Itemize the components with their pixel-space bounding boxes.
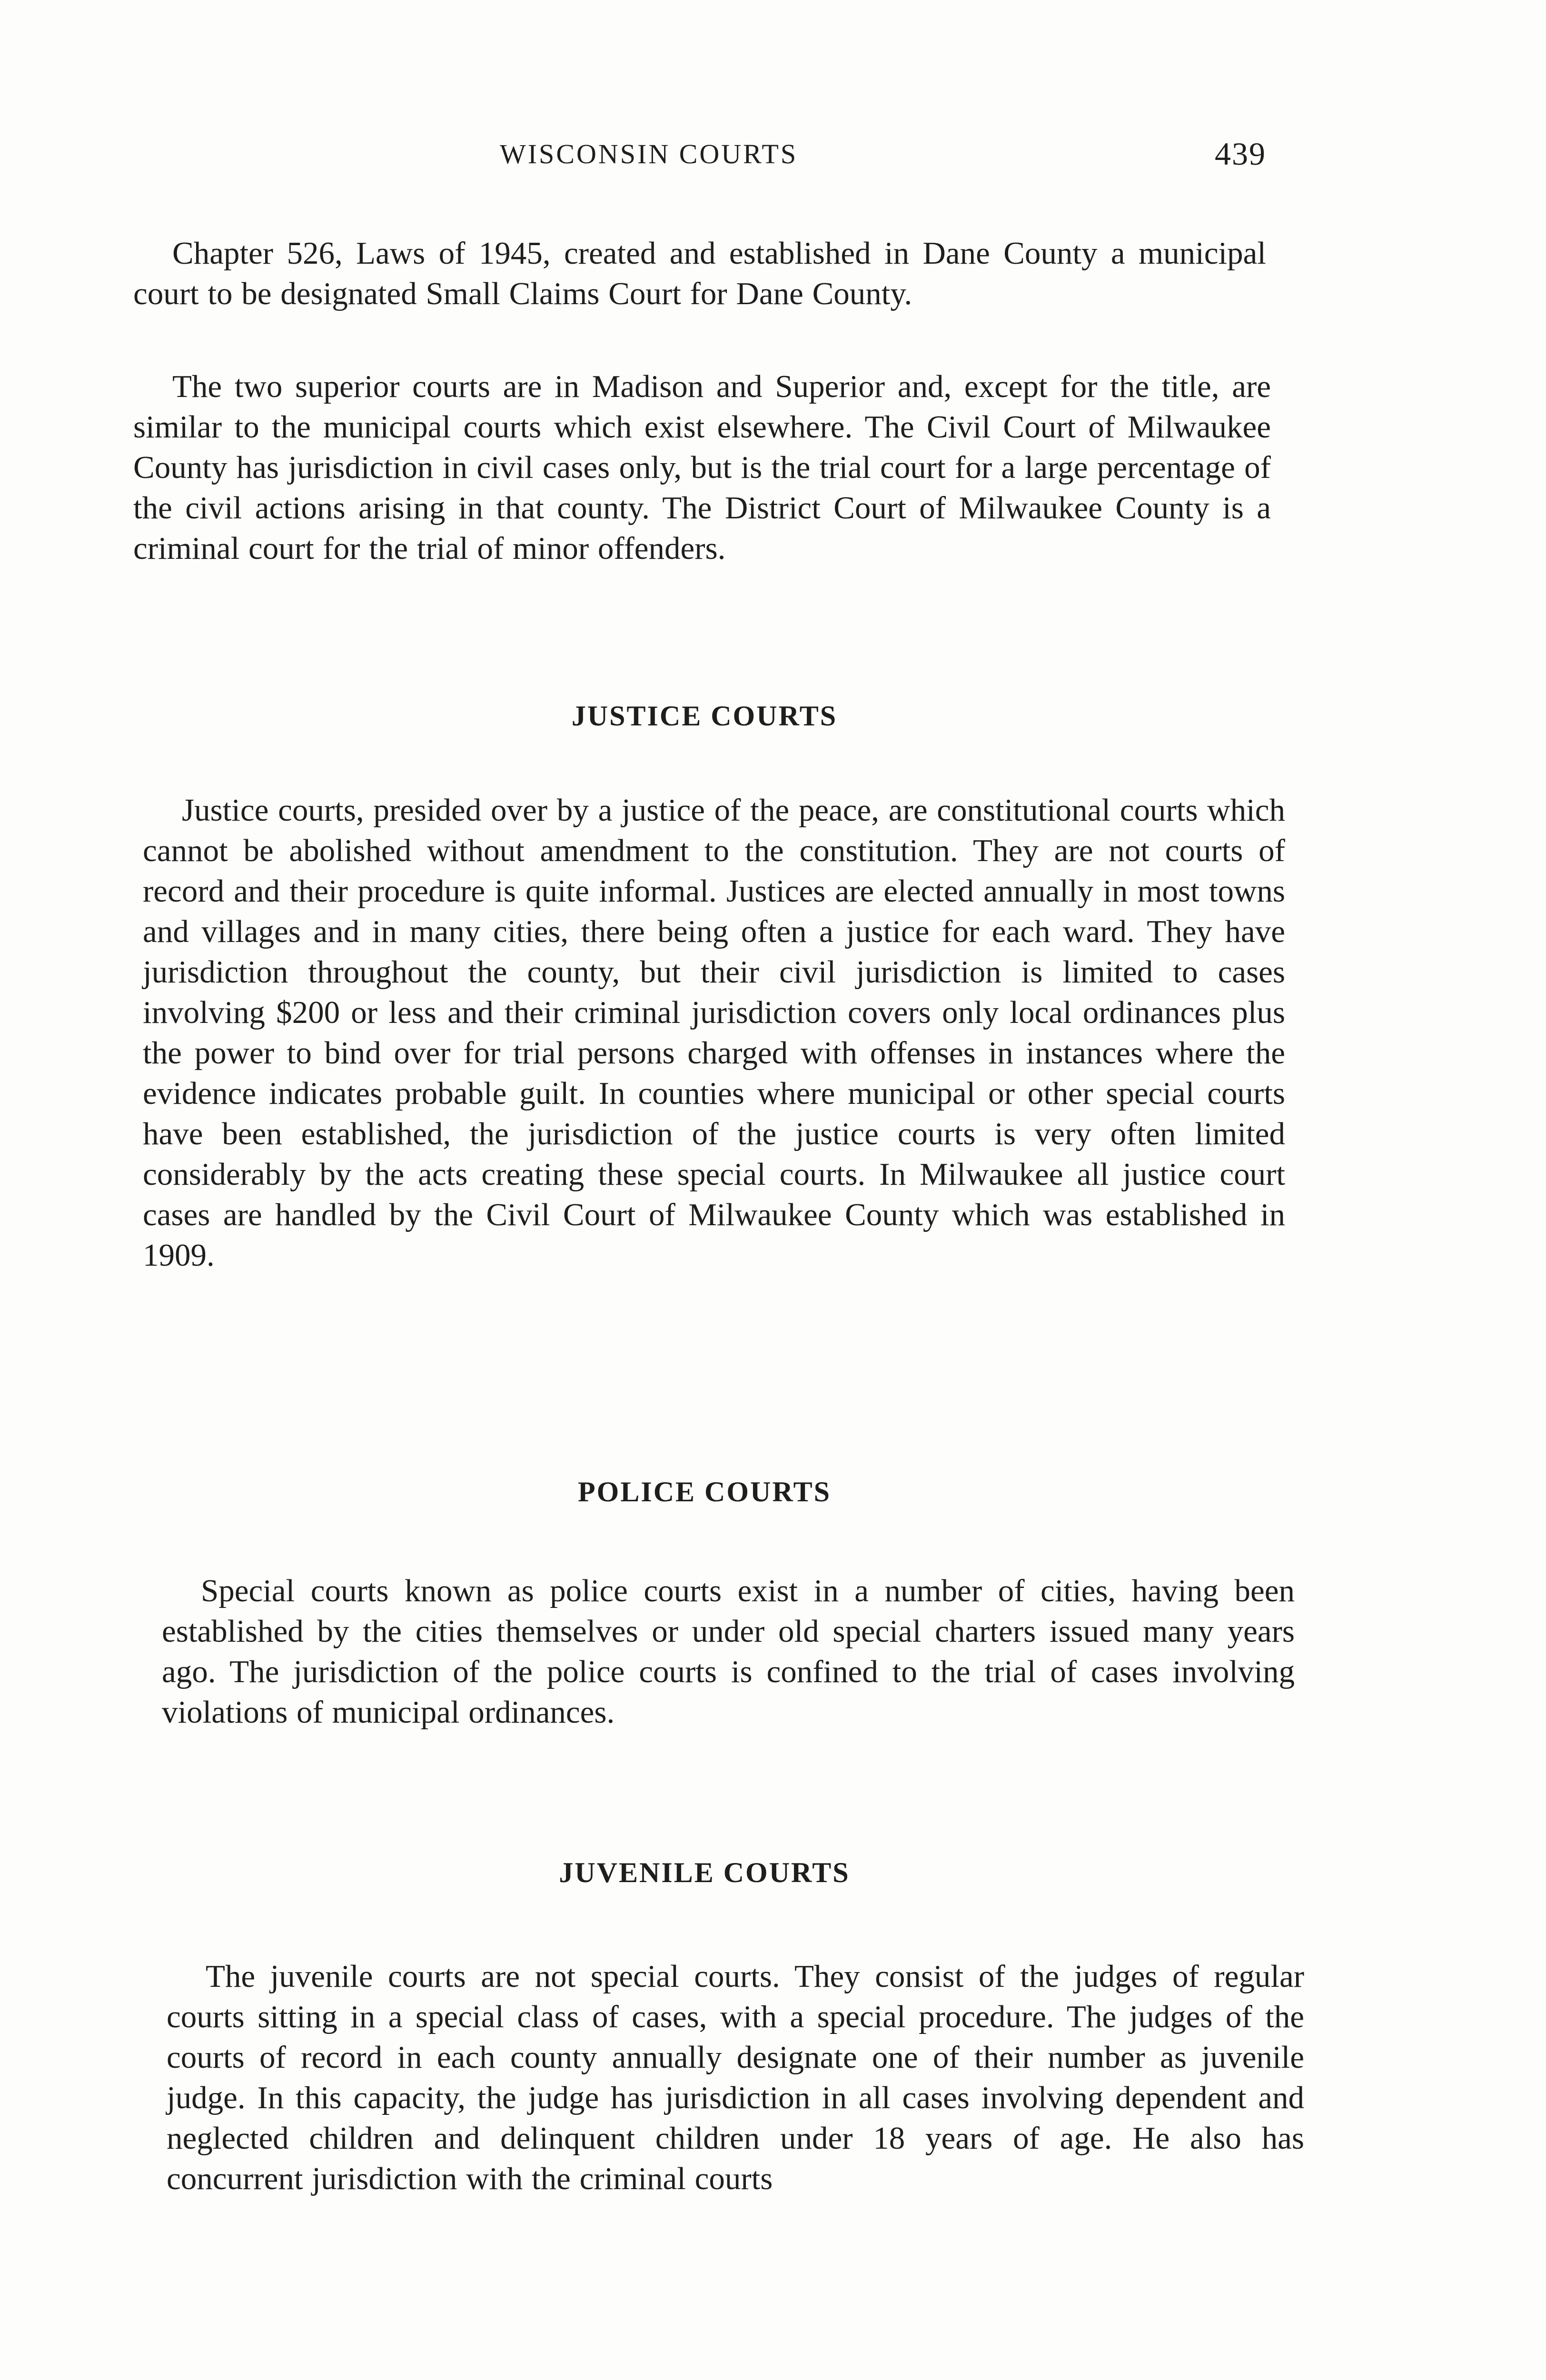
- running-title: WISCONSIN COURTS: [500, 139, 798, 169]
- page-number: 439: [1215, 136, 1266, 172]
- page-header: [133, 138, 1266, 181]
- section-heading-police-courts: POLICE COURTS: [578, 1476, 831, 1507]
- paragraph-text: Justice courts, presided over by a justice of the peace, are constitutional courts which cannot be abolished without amendment to the constitution. They are not courts of record and their procedure is quite informal. Justices are elected annually in most towns and villages and in many cities, there being often a justice for each ward. They have jurisdiction throughout the county, but their civil jurisdiction is limited to cases involving $200 or less and their criminal jurisdiction covers only local ordinances plus the power to bind over for trial persons charged with offenses in instances where the evidence indicates probable guilt. In counties where municipal or other special courts have been established, the jurisdiction of the justice courts is very often limited considerably by the acts creating these special courts. In Milwaukee all justice court cases are handled by the Civil Court of Milwaukee County which was established in 1909.: [143, 793, 1285, 1273]
- paragraph-juvenile-courts: [167, 1956, 1304, 2199]
- paragraph-text: The juvenile courts are not special courts. They consist of the judges of regular courts sitting in a special class of cases, with a special procedure. The judges of the courts of record in each county annually designate one of their number as juvenile judge. In this capacity, the judge has jurisdiction in all cases involving dependent and neglected children and delinquent children under 18 years of age. He also has concurrent jurisdiction with the criminal courts: [167, 1959, 1304, 2196]
- section-heading-justice-courts: JUSTICE COURTS: [571, 700, 838, 732]
- paragraph-small-claims: [133, 233, 1266, 314]
- paragraph-text: Chapter 526, Laws of 1945, created and established in Dane County a municipal court to be designated Small Claims Court for Dane County.: [133, 236, 1266, 311]
- paragraph-text: The two superior courts are in Madison and Superior and, except for the title, are similar to the municipal courts which exist elsewhere. The Civil Court of Milwaukee County has jurisdiction in civil cases only, but is the trial court for a large percentage of the civil actions arising in that county. The District Court of Milwaukee County is a criminal court for the trial of minor offenders.: [133, 369, 1271, 566]
- paragraph-justice-courts: [143, 790, 1285, 1276]
- paragraph-police-courts: [162, 1571, 1295, 1733]
- paragraph-text: Special courts known as police courts exist in a number of cities, having been established by the cities themselves or under old special charters issued many years ago. The jurisdiction of the police courts is confined to the trial of cases involving violations of municipal ordinances.: [162, 1573, 1295, 1730]
- paragraph-superior-courts: [133, 367, 1271, 569]
- section-heading-juvenile-courts: JUVENILE COURTS: [559, 1857, 850, 1888]
